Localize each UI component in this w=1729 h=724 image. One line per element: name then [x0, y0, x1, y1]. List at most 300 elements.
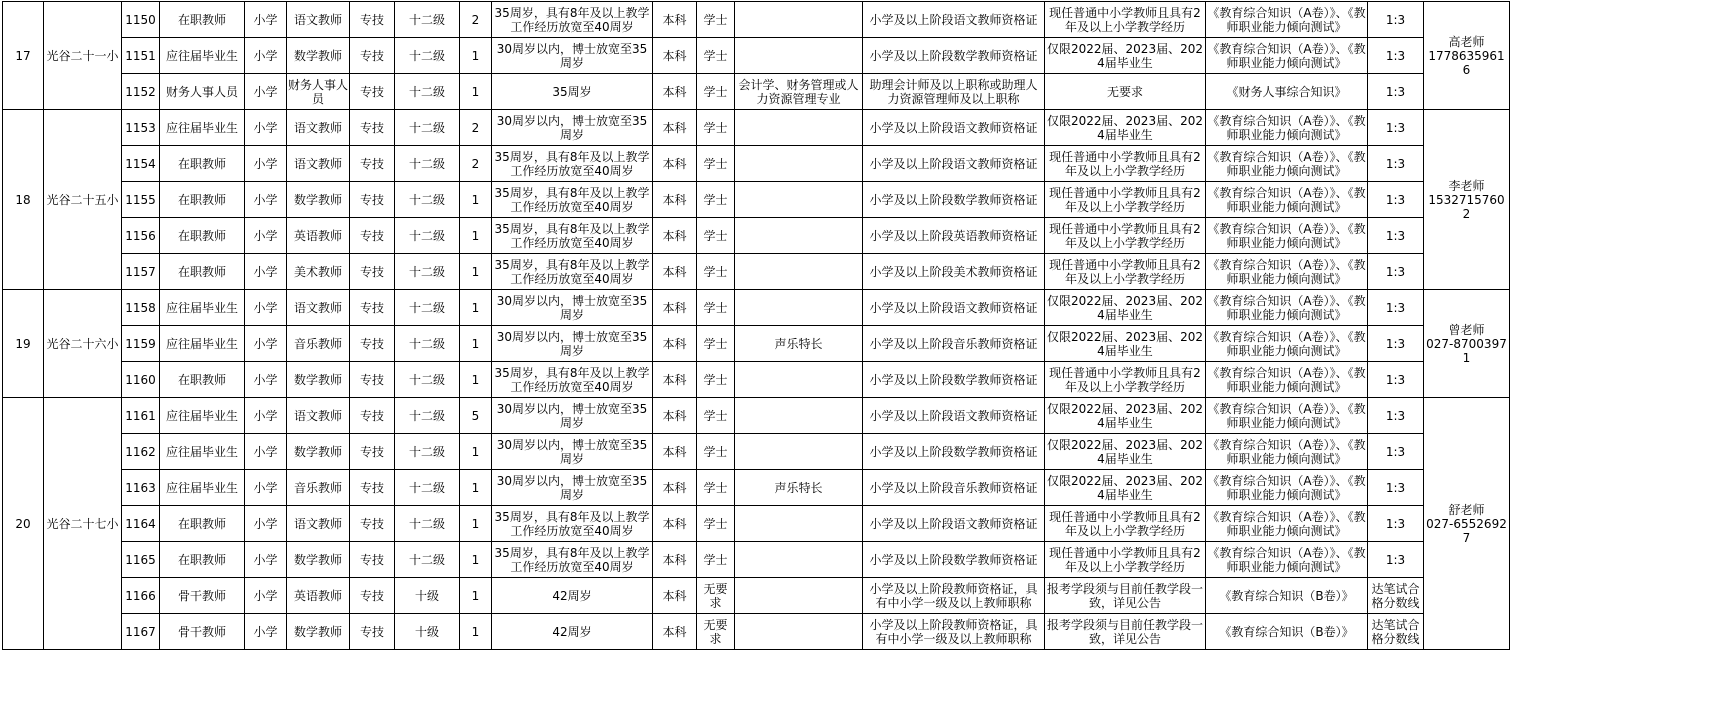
post-name: 语文教师: [287, 290, 350, 326]
other-requirement: 现任普通中小学教师且具有2年及以上小学教学经历: [1045, 2, 1206, 38]
position-code: 1162: [122, 434, 160, 470]
degree: 学士: [697, 542, 735, 578]
hire-count: 1: [460, 326, 492, 362]
certificate-requirement: 小学及以上阶段音乐教师资格证: [863, 326, 1045, 362]
interview-ratio: 1:3: [1368, 470, 1424, 506]
post-name: 数学教师: [287, 182, 350, 218]
position-code: 1164: [122, 506, 160, 542]
position-code: 1157: [122, 254, 160, 290]
post-category: 专技: [350, 254, 395, 290]
school-level: 小学: [245, 146, 287, 182]
school-level: 小学: [245, 434, 287, 470]
degree: 学士: [697, 362, 735, 398]
interview-ratio: 1:3: [1368, 2, 1424, 38]
hire-count: 1: [460, 218, 492, 254]
degree: 学士: [697, 218, 735, 254]
school-name: 光谷二十六小: [44, 290, 122, 398]
major-requirement: 声乐特长: [735, 326, 863, 362]
position-code: 1156: [122, 218, 160, 254]
degree: 学士: [697, 74, 735, 110]
post-grade: 十二级: [395, 506, 460, 542]
interview-ratio: 1:3: [1368, 182, 1424, 218]
position-code: 1155: [122, 182, 160, 218]
age-requirement: 35周岁，具有8年及以上教学工作经历放宽至40周岁: [492, 2, 653, 38]
position-type: 在职教师: [160, 362, 245, 398]
major-requirement: [735, 398, 863, 434]
major-requirement: [735, 290, 863, 326]
age-requirement: 30周岁以内，博士放宽至35周岁: [492, 38, 653, 74]
major-requirement: [735, 578, 863, 614]
interview-ratio: 1:3: [1368, 362, 1424, 398]
interview-ratio: 1:3: [1368, 74, 1424, 110]
hire-count: 1: [460, 470, 492, 506]
major-requirement: [735, 38, 863, 74]
post-category: 专技: [350, 2, 395, 38]
interview-ratio: 1:3: [1368, 146, 1424, 182]
degree: 学士: [697, 254, 735, 290]
other-requirement: 仅限2022届、2023届、2024届毕业生: [1045, 398, 1206, 434]
degree: 学士: [697, 470, 735, 506]
table-row: [3, 506, 1510, 542]
hire-count: 1: [460, 578, 492, 614]
position-type: 骨干教师: [160, 578, 245, 614]
hire-count: 2: [460, 146, 492, 182]
other-requirement: 仅限2022届、2023届、2024届毕业生: [1045, 470, 1206, 506]
exam-subject: 《教育综合知识（B卷）》: [1206, 614, 1368, 650]
school-name: 光谷二十一小: [44, 2, 122, 110]
post-category: 专技: [350, 326, 395, 362]
education: 本科: [653, 182, 697, 218]
major-requirement: 会计学、财务管理或人力资源管理专业: [735, 74, 863, 110]
other-requirement: 仅限2022届、2023届、2024届毕业生: [1045, 434, 1206, 470]
post-name: 美术教师: [287, 254, 350, 290]
education: 本科: [653, 434, 697, 470]
exam-subject: 《教育综合知识（A卷）》、《教师职业能力倾向测试》: [1206, 470, 1368, 506]
post-grade: 十二级: [395, 74, 460, 110]
major-requirement: [735, 542, 863, 578]
position-code: 1161: [122, 398, 160, 434]
major-requirement: [735, 110, 863, 146]
table-row: [3, 110, 1510, 146]
school-level: 小学: [245, 542, 287, 578]
certificate-requirement: 小学及以上阶段数学教师资格证: [863, 182, 1045, 218]
school-level: 小学: [245, 218, 287, 254]
post-name: 数学教师: [287, 542, 350, 578]
education: 本科: [653, 146, 697, 182]
table-row: [3, 326, 1510, 362]
other-requirement: 报考学段须与目前任教学段一致，详见公告: [1045, 578, 1206, 614]
position-type: 应往届毕业生: [160, 38, 245, 74]
position-code: 1158: [122, 290, 160, 326]
post-category: 专技: [350, 290, 395, 326]
position-type: 财务人事人员: [160, 74, 245, 110]
table-row: [3, 578, 1510, 614]
exam-subject: 《教育综合知识（A卷）》、《教师职业能力倾向测试》: [1206, 2, 1368, 38]
school-level: 小学: [245, 254, 287, 290]
major-requirement: [735, 218, 863, 254]
age-requirement: 30周岁以内，博士放宽至35周岁: [492, 434, 653, 470]
position-type: 在职教师: [160, 542, 245, 578]
exam-subject: 《财务人事综合知识》: [1206, 74, 1368, 110]
post-grade: 十级: [395, 614, 460, 650]
age-requirement: 35周岁: [492, 74, 653, 110]
exam-subject: 《教育综合知识（B卷）》: [1206, 578, 1368, 614]
position-code: 1167: [122, 614, 160, 650]
interview-ratio: 1:3: [1368, 542, 1424, 578]
interview-ratio: 1:3: [1368, 38, 1424, 74]
position-type: 在职教师: [160, 182, 245, 218]
education: 本科: [653, 614, 697, 650]
post-grade: 十二级: [395, 254, 460, 290]
certificate-requirement: 助理会计师及以上职称或助理人力资源管理师及以上职称: [863, 74, 1045, 110]
post-category: 专技: [350, 578, 395, 614]
degree: 无要求: [697, 578, 735, 614]
exam-subject: 《教育综合知识（A卷）》、《教师职业能力倾向测试》: [1206, 290, 1368, 326]
post-category: 专技: [350, 398, 395, 434]
post-name: 语文教师: [287, 2, 350, 38]
group-seq: 19: [3, 290, 44, 398]
post-category: 专技: [350, 218, 395, 254]
exam-subject: 《教育综合知识（A卷）》、《教师职业能力倾向测试》: [1206, 218, 1368, 254]
interview-ratio: 1:3: [1368, 434, 1424, 470]
position-type: 在职教师: [160, 506, 245, 542]
hire-count: 2: [460, 2, 492, 38]
degree: 学士: [697, 398, 735, 434]
school-level: 小学: [245, 362, 287, 398]
age-requirement: 35周岁，具有8年及以上教学工作经历放宽至40周岁: [492, 218, 653, 254]
interview-ratio: 1:3: [1368, 326, 1424, 362]
position-code: 1163: [122, 470, 160, 506]
degree: 无要求: [697, 614, 735, 650]
school-level: 小学: [245, 74, 287, 110]
age-requirement: 35周岁，具有8年及以上教学工作经历放宽至40周岁: [492, 506, 653, 542]
major-requirement: [735, 2, 863, 38]
post-grade: 十二级: [395, 146, 460, 182]
major-requirement: [735, 434, 863, 470]
school-level: 小学: [245, 398, 287, 434]
education: 本科: [653, 254, 697, 290]
position-type: 应往届毕业生: [160, 290, 245, 326]
other-requirement: 现任普通中小学教师且具有2年及以上小学教学经历: [1045, 182, 1206, 218]
degree: 学士: [697, 2, 735, 38]
education: 本科: [653, 290, 697, 326]
other-requirement: 仅限2022届、2023届、2024届毕业生: [1045, 38, 1206, 74]
post-name: 音乐教师: [287, 470, 350, 506]
other-requirement: 现任普通中小学教师且具有2年及以上小学教学经历: [1045, 218, 1206, 254]
post-name: 英语教师: [287, 218, 350, 254]
post-name: 语文教师: [287, 506, 350, 542]
contact-person: 高老师 17786359616: [1424, 2, 1510, 110]
group-seq: 18: [3, 110, 44, 290]
post-grade: 十二级: [395, 290, 460, 326]
position-code: 1166: [122, 578, 160, 614]
exam-subject: 《教育综合知识（A卷）》、《教师职业能力倾向测试》: [1206, 434, 1368, 470]
school-name: 光谷二十七小: [44, 398, 122, 650]
hire-count: 1: [460, 614, 492, 650]
interview-ratio: 达笔试合格分数线: [1368, 614, 1424, 650]
other-requirement: 现任普通中小学教师且具有2年及以上小学教学经历: [1045, 506, 1206, 542]
certificate-requirement: 小学及以上阶段语文教师资格证: [863, 506, 1045, 542]
school-level: 小学: [245, 470, 287, 506]
major-requirement: [735, 506, 863, 542]
degree: 学士: [697, 182, 735, 218]
position-code: 1153: [122, 110, 160, 146]
hire-count: 1: [460, 362, 492, 398]
education: 本科: [653, 218, 697, 254]
education: 本科: [653, 74, 697, 110]
table-row: [3, 362, 1510, 398]
interview-ratio: 1:3: [1368, 398, 1424, 434]
position-code: 1154: [122, 146, 160, 182]
education: 本科: [653, 362, 697, 398]
post-name: 数学教师: [287, 38, 350, 74]
other-requirement: 仅限2022届、2023届、2024届毕业生: [1045, 110, 1206, 146]
degree: 学士: [697, 290, 735, 326]
age-requirement: 35周岁，具有8年及以上教学工作经历放宽至40周岁: [492, 362, 653, 398]
other-requirement: 无要求: [1045, 74, 1206, 110]
exam-subject: 《教育综合知识（A卷）》、《教师职业能力倾向测试》: [1206, 506, 1368, 542]
exam-subject: 《教育综合知识（A卷）》、《教师职业能力倾向测试》: [1206, 182, 1368, 218]
exam-subject: 《教育综合知识（A卷）》、《教师职业能力倾向测试》: [1206, 362, 1368, 398]
major-requirement: [735, 182, 863, 218]
school-level: 小学: [245, 110, 287, 146]
post-grade: 十二级: [395, 182, 460, 218]
education: 本科: [653, 470, 697, 506]
post-category: 专技: [350, 470, 395, 506]
position-type: 骨干教师: [160, 614, 245, 650]
school-level: 小学: [245, 38, 287, 74]
other-requirement: 仅限2022届、2023届、2024届毕业生: [1045, 290, 1206, 326]
education: 本科: [653, 578, 697, 614]
school-level: 小学: [245, 182, 287, 218]
age-requirement: 30周岁以内，博士放宽至35周岁: [492, 326, 653, 362]
post-name: 数学教师: [287, 434, 350, 470]
post-grade: 十二级: [395, 38, 460, 74]
education: 本科: [653, 38, 697, 74]
age-requirement: 30周岁以内，博士放宽至35周岁: [492, 470, 653, 506]
age-requirement: 42周岁: [492, 614, 653, 650]
major-requirement: [735, 254, 863, 290]
age-requirement: 30周岁以内，博士放宽至35周岁: [492, 110, 653, 146]
contact-person: 李老师 15327157602: [1424, 110, 1510, 290]
degree: 学士: [697, 110, 735, 146]
post-grade: 十二级: [395, 218, 460, 254]
age-requirement: 35周岁，具有8年及以上教学工作经历放宽至40周岁: [492, 254, 653, 290]
other-requirement: 现任普通中小学教师且具有2年及以上小学教学经历: [1045, 542, 1206, 578]
exam-subject: 《教育综合知识（A卷）》、《教师职业能力倾向测试》: [1206, 110, 1368, 146]
certificate-requirement: 小学及以上阶段数学教师资格证: [863, 434, 1045, 470]
certificate-requirement: 小学及以上阶段美术教师资格证: [863, 254, 1045, 290]
interview-ratio: 达笔试合格分数线: [1368, 578, 1424, 614]
degree: 学士: [697, 146, 735, 182]
position-code: 1159: [122, 326, 160, 362]
certificate-requirement: 小学及以上阶段语文教师资格证: [863, 398, 1045, 434]
post-name: 数学教师: [287, 362, 350, 398]
interview-ratio: 1:3: [1368, 218, 1424, 254]
table-row: [3, 542, 1510, 578]
position-type: 在职教师: [160, 218, 245, 254]
table-row: [3, 38, 1510, 74]
table-row: [3, 182, 1510, 218]
exam-subject: 《教育综合知识（A卷）》、《教师职业能力倾向测试》: [1206, 398, 1368, 434]
contact-person: 舒老师 027-65526927: [1424, 398, 1510, 650]
major-requirement: [735, 614, 863, 650]
exam-subject: 《教育综合知识（A卷）》、《教师职业能力倾向测试》: [1206, 326, 1368, 362]
certificate-requirement: 小学及以上阶段数学教师资格证: [863, 542, 1045, 578]
post-grade: 十二级: [395, 398, 460, 434]
hire-count: 2: [460, 110, 492, 146]
table-row: [3, 614, 1510, 650]
hire-count: 1: [460, 74, 492, 110]
post-grade: 十二级: [395, 326, 460, 362]
position-type: 在职教师: [160, 2, 245, 38]
table-row: [3, 290, 1510, 326]
post-category: 专技: [350, 146, 395, 182]
position-type: 应往届毕业生: [160, 110, 245, 146]
degree: 学士: [697, 38, 735, 74]
major-requirement: [735, 362, 863, 398]
table-row: [3, 146, 1510, 182]
other-requirement: 现任普通中小学教师且具有2年及以上小学教学经历: [1045, 254, 1206, 290]
certificate-requirement: 小学及以上阶段语文教师资格证: [863, 146, 1045, 182]
school-name: 光谷二十五小: [44, 110, 122, 290]
post-grade: 十二级: [395, 470, 460, 506]
education: 本科: [653, 506, 697, 542]
education: 本科: [653, 398, 697, 434]
position-type: 在职教师: [160, 146, 245, 182]
major-requirement: [735, 146, 863, 182]
post-grade: 十二级: [395, 2, 460, 38]
hire-count: 1: [460, 506, 492, 542]
exam-subject: 《教育综合知识（A卷）》、《教师职业能力倾向测试》: [1206, 146, 1368, 182]
age-requirement: 42周岁: [492, 578, 653, 614]
interview-ratio: 1:3: [1368, 254, 1424, 290]
certificate-requirement: 小学及以上阶段英语教师资格证: [863, 218, 1045, 254]
position-type: 应往届毕业生: [160, 434, 245, 470]
position-type: 应往届毕业生: [160, 470, 245, 506]
table-row: [3, 470, 1510, 506]
other-requirement: 现任普通中小学教师且具有2年及以上小学教学经历: [1045, 362, 1206, 398]
hire-count: 1: [460, 254, 492, 290]
other-requirement: 报考学段须与目前任教学段一致，详见公告: [1045, 614, 1206, 650]
position-code: 1152: [122, 74, 160, 110]
post-category: 专技: [350, 362, 395, 398]
age-requirement: 35周岁，具有8年及以上教学工作经历放宽至40周岁: [492, 182, 653, 218]
table-row: [3, 74, 1510, 110]
position-type: 应往届毕业生: [160, 398, 245, 434]
table-row: [3, 434, 1510, 470]
education: 本科: [653, 2, 697, 38]
certificate-requirement: 小学及以上阶段教师资格证，具有中小学一级及以上教师职称: [863, 578, 1045, 614]
position-code: 1150: [122, 2, 160, 38]
degree: 学士: [697, 326, 735, 362]
degree: 学士: [697, 434, 735, 470]
education: 本科: [653, 110, 697, 146]
post-grade: 十二级: [395, 542, 460, 578]
post-name: 语文教师: [287, 398, 350, 434]
hire-count: 5: [460, 398, 492, 434]
group-seq: 17: [3, 2, 44, 110]
position-type: 在职教师: [160, 254, 245, 290]
table-row: [3, 398, 1510, 434]
certificate-requirement: 小学及以上阶段教师资格证，具有中小学一级及以上教师职称: [863, 614, 1045, 650]
post-name: 语文教师: [287, 110, 350, 146]
post-grade: 十二级: [395, 434, 460, 470]
education: 本科: [653, 326, 697, 362]
post-category: 专技: [350, 506, 395, 542]
school-level: 小学: [245, 578, 287, 614]
school-level: 小学: [245, 614, 287, 650]
hire-count: 1: [460, 38, 492, 74]
other-requirement: 仅限2022届、2023届、2024届毕业生: [1045, 326, 1206, 362]
post-name: 语文教师: [287, 146, 350, 182]
certificate-requirement: 小学及以上阶段语文教师资格证: [863, 2, 1045, 38]
school-level: 小学: [245, 506, 287, 542]
school-level: 小学: [245, 290, 287, 326]
post-category: 专技: [350, 434, 395, 470]
education: 本科: [653, 542, 697, 578]
major-requirement: 声乐特长: [735, 470, 863, 506]
position-type: 应往届毕业生: [160, 326, 245, 362]
post-category: 专技: [350, 74, 395, 110]
post-name: 音乐教师: [287, 326, 350, 362]
certificate-requirement: 小学及以上阶段语文教师资格证: [863, 290, 1045, 326]
hire-count: 1: [460, 542, 492, 578]
degree: 学士: [697, 506, 735, 542]
group-seq: 20: [3, 398, 44, 650]
hire-count: 1: [460, 290, 492, 326]
interview-ratio: 1:3: [1368, 506, 1424, 542]
position-code: 1151: [122, 38, 160, 74]
table-row: [3, 218, 1510, 254]
age-requirement: 30周岁以内，博士放宽至35周岁: [492, 290, 653, 326]
post-category: 专技: [350, 38, 395, 74]
table-row: [3, 254, 1510, 290]
certificate-requirement: 小学及以上阶段数学教师资格证: [863, 362, 1045, 398]
contact-person: 曾老师 027-87003971: [1424, 290, 1510, 398]
post-name: 财务人事人员: [287, 74, 350, 110]
age-requirement: 30周岁以内，博士放宽至35周岁: [492, 398, 653, 434]
post-category: 专技: [350, 182, 395, 218]
hire-count: 1: [460, 182, 492, 218]
post-grade: 十二级: [395, 362, 460, 398]
post-name: 数学教师: [287, 614, 350, 650]
post-category: 专技: [350, 614, 395, 650]
certificate-requirement: 小学及以上阶段语文教师资格证: [863, 110, 1045, 146]
school-level: 小学: [245, 2, 287, 38]
other-requirement: 现任普通中小学教师且具有2年及以上小学教学经历: [1045, 146, 1206, 182]
post-grade: 十级: [395, 578, 460, 614]
exam-subject: 《教育综合知识（A卷）》、《教师职业能力倾向测试》: [1206, 38, 1368, 74]
post-name: 英语教师: [287, 578, 350, 614]
hire-count: 1: [460, 434, 492, 470]
post-grade: 十二级: [395, 110, 460, 146]
position-code: 1160: [122, 362, 160, 398]
exam-subject: 《教育综合知识（A卷）》、《教师职业能力倾向测试》: [1206, 542, 1368, 578]
interview-ratio: 1:3: [1368, 110, 1424, 146]
table-row: [3, 2, 1510, 38]
exam-subject: 《教育综合知识（A卷）》、《教师职业能力倾向测试》: [1206, 254, 1368, 290]
certificate-requirement: 小学及以上阶段音乐教师资格证: [863, 470, 1045, 506]
recruitment-table: [2, 1, 1510, 650]
position-code: 1165: [122, 542, 160, 578]
school-level: 小学: [245, 326, 287, 362]
post-category: 专技: [350, 110, 395, 146]
age-requirement: 35周岁，具有8年及以上教学工作经历放宽至40周岁: [492, 146, 653, 182]
certificate-requirement: 小学及以上阶段数学教师资格证: [863, 38, 1045, 74]
post-category: 专技: [350, 542, 395, 578]
interview-ratio: 1:3: [1368, 290, 1424, 326]
